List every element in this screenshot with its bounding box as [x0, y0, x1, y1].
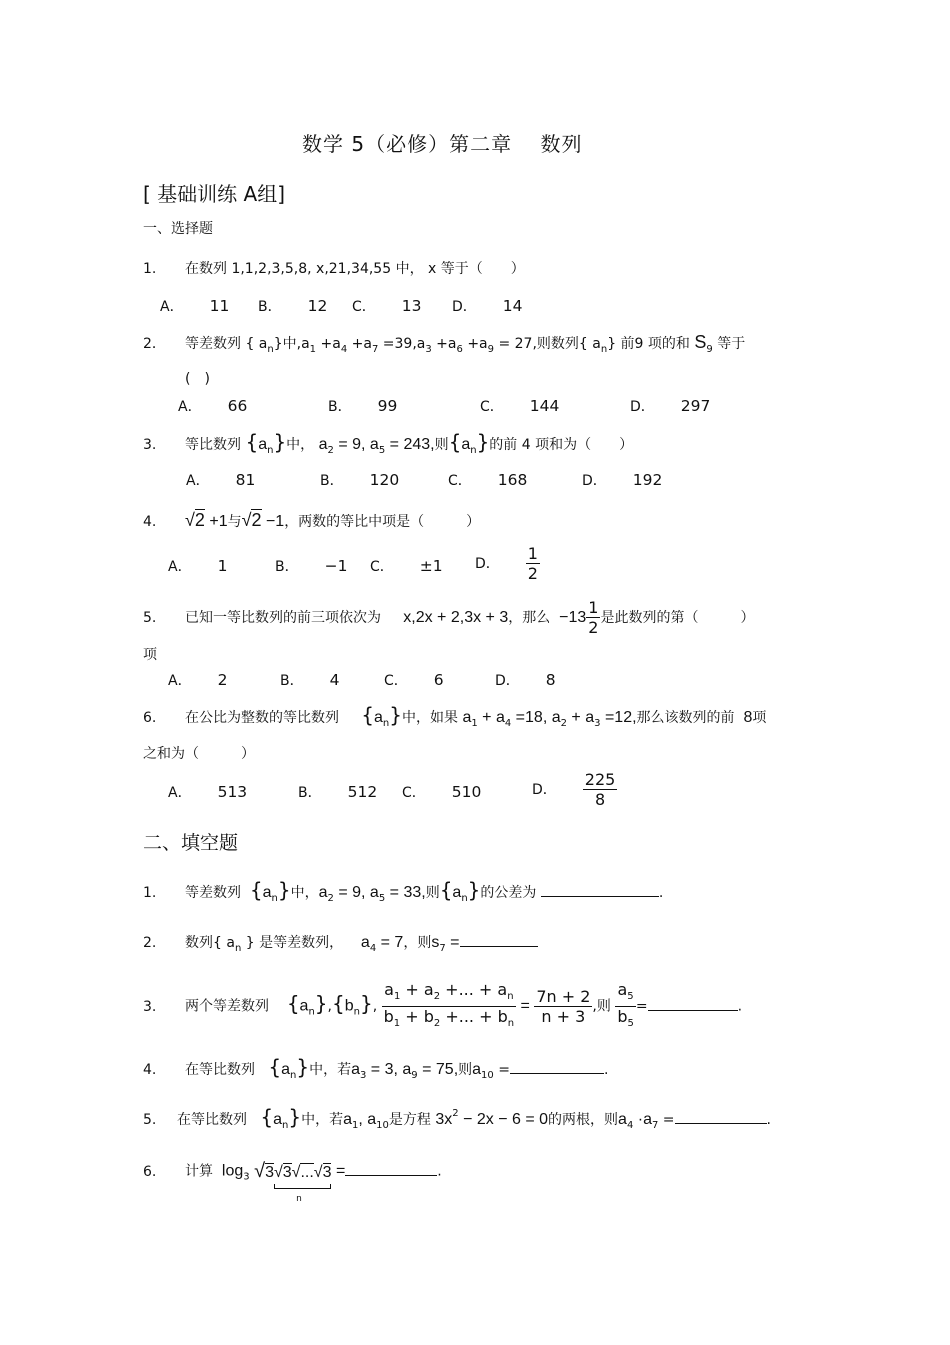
option-6a[interactable]: A． 513: [168, 783, 248, 801]
question-stem: 已知一等比数列的前三项依次为 x,2x + 2,3x + 3，那么 −13 $\frac{1}{2}$ 是此数列的第（ ）: [185, 598, 755, 637]
option-4b[interactable]: B． −1: [275, 557, 348, 575]
fill-question-6: 6. 计算 $\log_3 √3√3√...√3$ n = .: [143, 1160, 442, 1204]
question-5: [143, 598, 754, 637]
question-6-continued: 之和为（ ）: [143, 746, 255, 762]
option-5d[interactable]: D． 8: [495, 671, 556, 689]
option-2c[interactable]: C． 144: [480, 397, 560, 415]
question-2-continued: ( ): [185, 371, 210, 387]
question-number: 2．: [143, 336, 166, 352]
question-number: 3.: [143, 437, 157, 453]
fill-question-1: 1. 等差数列 $\{a_n\}$中，$a_2 = 9$, $a_5 = 33$,则$\{a_n\}$的公差为 .: [143, 878, 664, 904]
fill-question-5: 5. 在等比数列 $\{a_n\}$中，若$a_1$, $a_{10}$是方程 $3x^2 - 2x - 6 = 0$的两根，则$a_4 \cdot a_7$ = .: [143, 1105, 771, 1131]
group-heading: [ 基础训练 A组]: [143, 182, 286, 206]
option-6c[interactable]: C． 510: [402, 783, 482, 801]
option-6d[interactable]: D． $\frac{225}{8}$: [532, 770, 616, 809]
answer-blank[interactable]: [345, 1161, 437, 1176]
option-5c[interactable]: C． 6: [384, 671, 444, 689]
fill-question-3: 3. 两个等差数列 $\{a_n\},\{b_n\}$, $\frac{a_1 + a_2 +... + a_n}{b_1 + b_2 +... + b_n}$ = $\frac{7n + 2}{n + 3}$ ,则 $\frac{a_5}{b_5}$ = .: [143, 980, 743, 1029]
question-number: 4.: [143, 514, 157, 530]
option-5b[interactable]: B． 4: [280, 671, 340, 689]
option-3c[interactable]: C． 168: [448, 471, 528, 489]
question-2: [143, 332, 745, 355]
fill-question-4: 4. 在等比数列 $\{a_n\}$中，若$a_3 = 3$, $a_9 = 75$,则$a_{10}$ = .: [143, 1055, 609, 1081]
option-4a[interactable]: A． 1: [168, 557, 228, 575]
answer-blank[interactable]: [541, 882, 659, 897]
option-5a[interactable]: A． 2: [168, 671, 228, 689]
question-stem: √2 +1与√2 −1，两数的等比中项是（ ）: [185, 510, 481, 530]
option-3b[interactable]: B． 120: [320, 471, 400, 489]
question-number: 6.: [143, 710, 157, 726]
question-5-continued: 项: [143, 647, 157, 663]
answer-blank[interactable]: [648, 996, 738, 1011]
nested-radical: √3√3√...√3 n: [254, 1160, 332, 1204]
option-3d[interactable]: D． 192: [582, 471, 663, 489]
answer-blank[interactable]: [675, 1109, 767, 1124]
section-heading-choice: 一、选择题: [143, 221, 213, 237]
option-2a[interactable]: A． 66: [178, 397, 248, 415]
question-3: [143, 430, 633, 456]
option-3a[interactable]: A． 81: [186, 471, 256, 489]
question-stem: 在公比为整数的等比数列 $\{a_n\}$中，如果 $a_1 + a_4 =18$, $a_2 + a_3 =12$,那么该数列的前 8项: [185, 703, 767, 729]
question-stem: 在数列 1,1,2,3,5,8, x,21,34,55 中， x 等于（ ）: [185, 261, 525, 277]
question-1: [143, 258, 525, 278]
option-1d[interactable]: D． 14: [452, 297, 523, 315]
question-stem: 等差数列 { $a_n$}中$,a_1 +a_4 +a_7 =39,a_3 +a_6 +a_9 = 27$,则数列{ $a_n$} 前9 项的和 $S_9$ 等于: [185, 332, 746, 355]
question-stem: 等比数列 $\{a_n\}$中， $a_2 = 9$, $a_5 = 243$,则$\{a_n\}$的前 4 项和为（ ）: [185, 430, 634, 456]
option-2d[interactable]: D． 297: [630, 397, 711, 415]
option-1c[interactable]: C． 13: [352, 297, 422, 315]
page-title: 数学 5（必修）第二章 数列: [302, 132, 583, 156]
question-4: [143, 510, 480, 531]
section-heading-fill: 二、填空题: [143, 832, 239, 854]
question-number: 5.: [143, 609, 157, 626]
answer-blank[interactable]: [510, 1059, 604, 1074]
option-4d[interactable]: D． $\frac{1}{2}$: [475, 544, 538, 583]
answer-blank[interactable]: [460, 932, 538, 947]
fill-question-2: 2. 数列{ $a_n$ } 是等差数列， $a_4 = 7$，则$s_7$ =: [143, 932, 538, 954]
option-1b[interactable]: B． 12: [258, 297, 328, 315]
question-6: [143, 703, 766, 729]
option-6b[interactable]: B． 512: [298, 783, 378, 801]
question-number: 1.: [143, 261, 157, 277]
option-2b[interactable]: B． 99: [328, 397, 398, 415]
option-4c[interactable]: C． ±1: [370, 557, 443, 575]
option-1a[interactable]: A． 11: [160, 297, 230, 315]
